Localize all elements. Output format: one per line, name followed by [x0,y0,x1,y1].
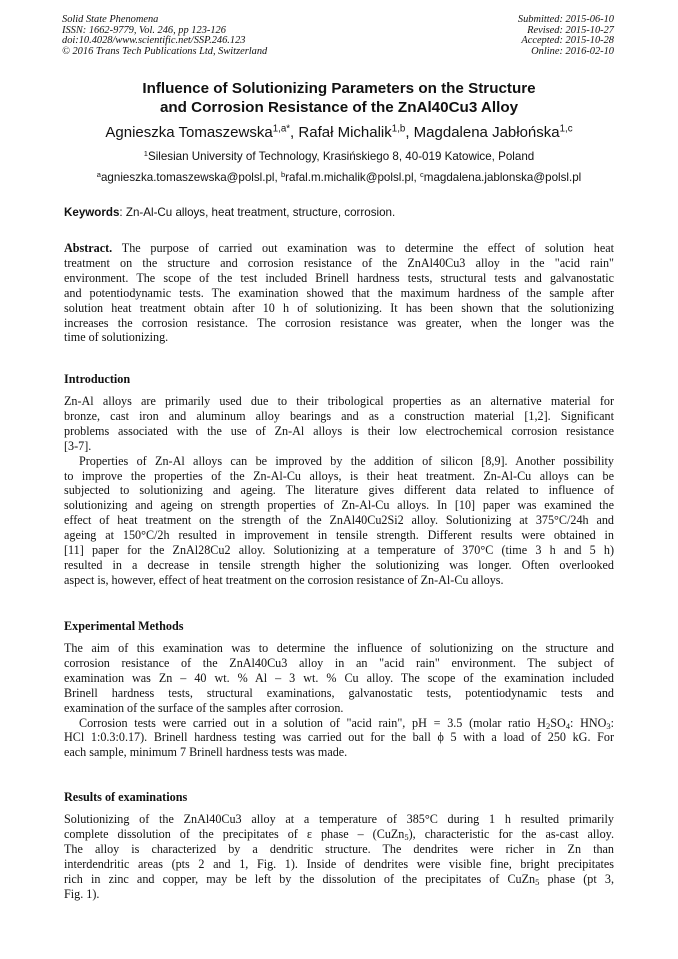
methods-line: each sample, minimum 7 Brinell hardness tests was made. [64,745,348,760]
doi-link[interactable]: doi:10.4028/www.scientific.net/SSP.246.123 [62,35,246,47]
results-body [64,812,614,901]
abstract-label: Abstract. [64,241,113,255]
methods-body [64,641,614,760]
keywords-label: Keywords [64,206,120,219]
paper-title [0,79,678,117]
journal-header-left [62,15,267,57]
journal-name: Solid State Phenomena [62,14,159,25]
intro-line: Properties of Zn-Al alloys can be improved by the addition of silicon [8,9]. Another possibility [79,453,614,468]
intro-line: effect of heat treatment on the strength of the ZnAl40Cu2Si2 alloy. Solutionizing at 375°C/24h and [64,513,614,528]
journal-header-right [518,15,614,57]
intro-line: Zn-Al alloys are primarily used due to their tribological properties as an alternative material for [64,394,614,408]
intro-line: to improve the properties of the Zn-Al-Cu alloys, is their heat treatment. Zn-Al-Cu alloys can be [64,468,614,483]
results-line: complete dissolution of the precipitates of ε phase – (CuZn$_5$), characteristic for the as-cast alloy. [64,826,615,843]
email-c[interactable]: magdalena.jablonska@polsl.pl [423,171,582,184]
results-line: Fig. 1). [64,886,100,901]
intro-line: aspect is, however, effect of heat treatment on the corrosion resistance of Zn-Al-Cu alloys. [64,572,504,587]
results-line: rich in zinc and copper, may be left by the dissolution of the precipitates of CuZn$_5$ phase (pt 3, [64,871,614,887]
introduction-heading: Introduction [64,372,131,386]
keywords-text: : Zn-Al-Cu alloys, heat treatment, structure, corrosion. [119,206,396,219]
author-3: Magdalena Jabłońska [413,124,560,141]
email-b[interactable]: rafal.m.michalik@polsl.pl, [285,171,417,184]
intro-line: subjected to solutionizing and ageing. The literature gives different data related to influence of [64,483,614,498]
intro-line: bronze, cast iron and aluminum alloy bearings and as a construction material [1,2]. Significant [64,408,614,423]
keywords [64,206,617,220]
author-1: Agnieszka Tomaszewska [105,124,273,141]
email-list [0,170,678,186]
intro-line: problems associated with the use of Zn-Al alloys is their low electrochemical corrosion resistance [64,423,614,438]
intro-line: [11] paper for the ZnAl28Cu2 alloy. Solutionizing at a temperature of 370°C (time 3 h and 5 h) [64,543,614,558]
abstract-line: environment. The scope of the test included Brinell hardness tests, structural tests and galvanostatic [64,270,614,285]
results-line: Solutionizing of the ZnAl40Cu3 alloy at a temperature of 385°C during 1 h resulted primarily [64,812,614,826]
affiliation [0,149,678,165]
author-2: Rafał Michalik [298,124,392,141]
intro-line: solutionizing and ageing on strength properties of Zn-Al-Cu alloys. In [10] paper was examined the [64,498,614,513]
methods-heading: Experimental Methods [64,619,184,633]
intro-line: [3-7]. [64,438,92,453]
title-line-1: Influence of Solutionizing Parameters on the Structure [142,80,536,97]
intro-line: resulted in a decrease in tensile strength higher the solutionizing was longer. Often overlooked [64,557,614,572]
introduction-body [64,394,614,588]
methods-line: corrosion resistance of the ZnAl40Cu3 alloy in an "acid rain" environment. The subject of [64,655,614,670]
abstract [64,241,614,345]
methods-line: examination was Zn – 40 wt. % Al – 3 wt. % Cu alloy. The scope of the examination included [64,670,614,685]
abstract-line: time of solutionizing. [64,330,169,345]
revised-date: Revised: 2015-10-27 [527,24,614,36]
issn-info: ISSN: 1662-9779, Vol. 246, pp 123-126 [62,24,226,36]
email-a[interactable]: agnieszka.tomaszewska@polsl.pl, [100,171,278,184]
affiliation-text: Silesian University of Technology, Krasińskiego 8, 40-019 Katowice, Poland [147,150,535,163]
methods-line: The aim of this examination was to determine the influence of solutionizing on the structure and [64,641,614,655]
title-line-2: and Corrosion Resistance of the ZnAl40Cu3 Alloy [159,99,519,116]
abstract-line: solution heat treatment obtain after 10 h of solutionizing. It has been shown that the solutionizing [64,300,614,315]
email-a-sup: a [96,169,101,179]
methods-line: Brinell hardness tests, structural examinations, galvanostatic tests, potentiodynamic tests and [64,685,614,700]
email-b-sup: b [280,169,286,179]
online-date: Online: 2016-02-10 [531,45,614,57]
author-list: Agnieszka Tomaszewska$^{1,a*}$, Rafał Michalik$^{1,b}$, Magdalena Jabłońska$^{1,c}$ [105,123,573,141]
results-line: The alloy is characterized by a dendritic structure. The dendrites were richer in Zn than [64,841,614,856]
methods-line: Corrosion tests were carried out in a solution of "acid rain", pH = 3.5 (molar ratio $H_2SO_4$: $HNO_3$: [79,715,614,731]
methods-line: examination of the surface of the samples after corrosion. [64,700,344,715]
email-c-sup: c [420,169,424,179]
accepted-date: Accepted: 2015-10-28 [521,35,614,47]
affiliation-sup: 1 [143,148,148,158]
abstract-line: Abstract. The purpose of carried out examination was to determine the effect of solution heat [64,241,614,255]
author-1-sup: 1,a* [272,123,291,135]
abstract-line: increases the corrosion resistance. The corrosion resistance was greater, when the longer was the [64,315,614,330]
copyright-notice: © 2016 Trans Tech Publications Ltd, Switzerland [62,45,268,57]
results-line: interdendritic areas (pts 2 and 1, Fig. 1). Inside of dendrites were visible fine, bright precipitates [64,856,614,871]
author-2-sup: 1,b [391,123,406,135]
results-heading: Results of examinations [64,790,188,804]
methods-line: HCl 1:0.3:0.17). Brinell hardness testing was carried out for the ball ϕ 5 with a load of 250 kG. For [64,730,614,745]
abstract-line: and potentiodynamic tests. The examination showed that the maximum hardness of the sample after [64,285,614,300]
abstract-line: treatment on the structure and corrosion resistance of the ZnAl40Cu3 alloy in the "acid rain" [64,255,614,270]
submitted-date: Submitted: 2015-06-10 [517,14,614,25]
author-3-sup: 1,c [559,123,573,135]
intro-line: ageing at 150°C/2h resulted in improvement in tensile strength. Different results were obtained in [64,528,614,543]
